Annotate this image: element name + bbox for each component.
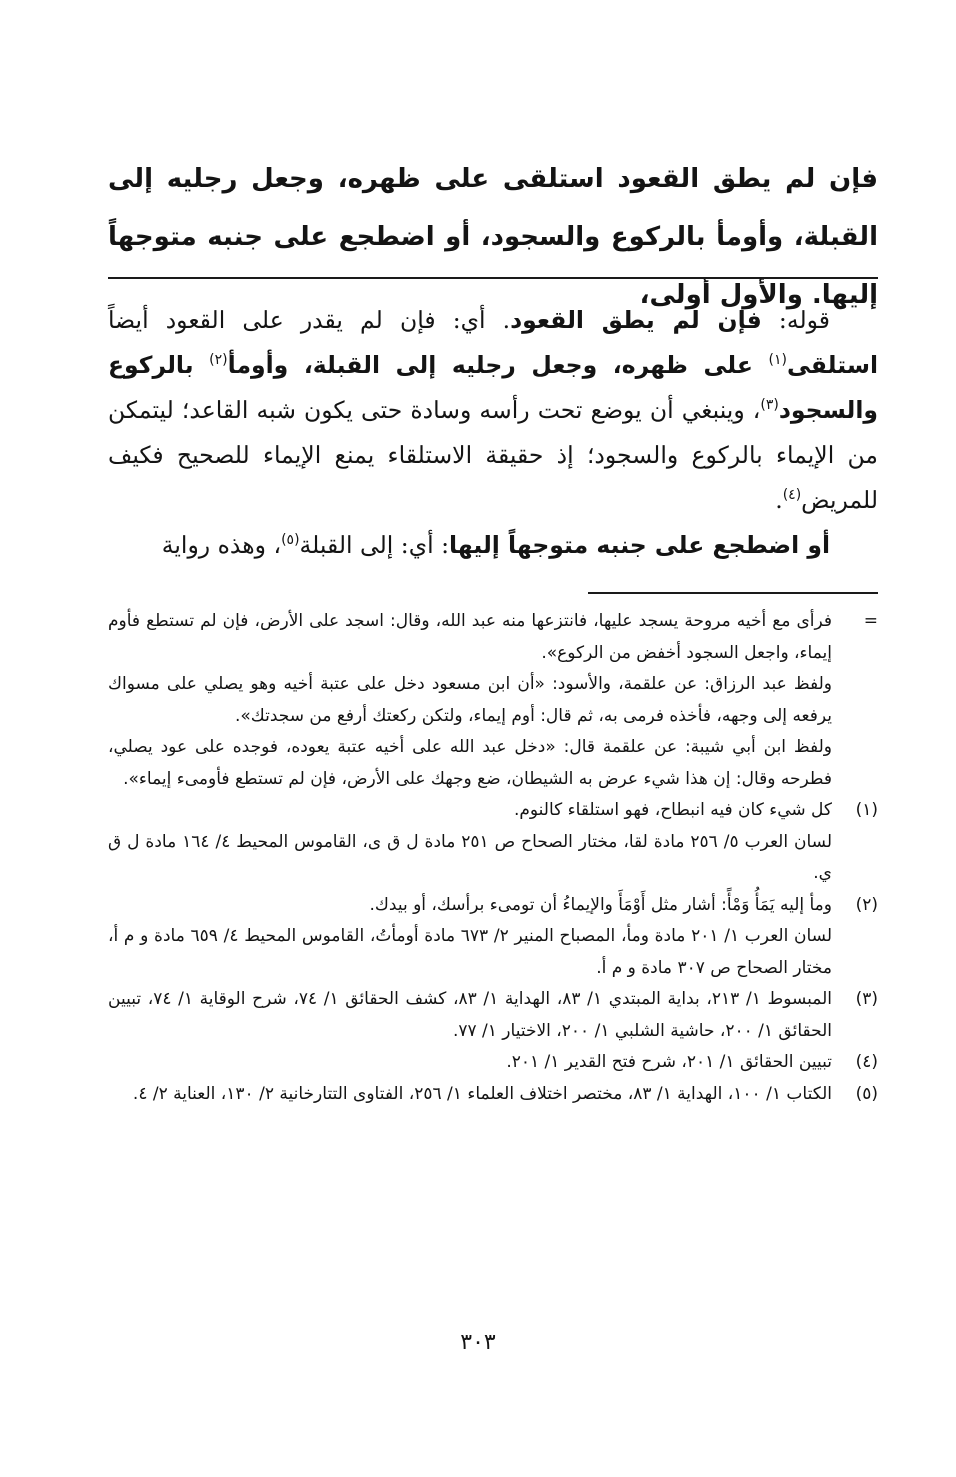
footnote-paragraph: لسان العرب ١/ ٢٠١ مادة ومأ، المصباح المنير ٢/ ٦٧٣ مادة أومأتُ، القاموس المحيط ٤/ ٦٥٩ مادة و م أ، مختار الصحاح ص ٣٠٧ مادة و م أ. [108, 926, 833, 978]
footnote-ref-5[interactable]: (٥) [281, 532, 300, 549]
commentary [108, 298, 878, 568]
footnote-paragraph: ولفظ ابن أبي شيبة: عن علقمة قال: «دخل عبد الله على أخيه عتبة يعوده، فوجده على عود يصلي، فطرحه وقال: إن هذا شيء عرض به الشيطان، ضع وجهك على الأرض، فإن لم تستطع فأومىء إيماء». [108, 737, 832, 789]
footnote-2 [108, 890, 878, 985]
footnote-ref-2[interactable]: (٢) [209, 352, 228, 369]
footnote-1 [108, 795, 878, 890]
quoted-phrase: استلقى [786, 351, 878, 379]
footnote-ref-1[interactable]: (١) [768, 352, 787, 369]
commentary-text: : أي: إلى القبلة [299, 531, 450, 559]
footnote-paragraph: المبسوط ١/ ٢١٣، بداية المبتدي ١/ ٨٣، الهداية ١/ ٨٣، كشف الحقائق ١/ ٧٤، شرح الوقاية ١/ ٧٤، تبيين الحقائق ١/ ٢٠٠، حاشية الشلبي ١/ ٢٠٠، الاختيار ١/ ٧٧. [108, 989, 833, 1041]
footnote-number: (٢) [855, 894, 878, 915]
footnote-continuation [108, 606, 878, 795]
footnote-4 [108, 1047, 878, 1079]
commentary-text: . [775, 486, 783, 514]
commentary-paragraph-1 [108, 298, 878, 523]
footnote-number: (١) [855, 800, 878, 820]
quoted-phrase: فإن لم يطق القعود [510, 306, 762, 334]
footnote-number: (٤) [855, 1052, 878, 1072]
footnote-paragraph: ومأ إليه يَمَأُ وَمْأً: أشار مثل أَوْمَأَ والإيماءُ أن تومىء برأسك، أو بيدك. [369, 894, 832, 915]
footnote-paragraph: الكتاب ١/ ١٠٠، الهداية ١/ ٨٣، مختصر اختلاف العلماء ١/ ٢٥٦، الفتاوى التتارخانية ٢/ ١٣٠، العناية ٢/ ٤. [132, 1083, 832, 1104]
commentary-text: ، وهذه رواية [161, 531, 282, 559]
footnote-ref-3[interactable]: (٣) [760, 397, 779, 414]
footnote-paragraph: لسان العرب ٥/ ٢٥٦ مادة لقا، مختار الصحاح ص ٢٥١ مادة ل ق ى، القاموس المحيط ٤/ ١٦٤ مادة ل ق ي. [108, 831, 833, 883]
main-text: فإن لم يطق القعود استلقى على ظهره، وجعل رجليه إلى القبلة، وأومأ بالركوع والسجود، أو اضطجع على جنبه متوجهاً إليها. والأول أولى، [108, 164, 878, 310]
commentary-text: قوله: [761, 306, 830, 334]
main-text-divider [108, 277, 878, 279]
quoted-phrase: أو اضطجع على جنبه متوجهاً إليها [449, 531, 830, 559]
quoted-phrase: على ظهره، وجعل رجليه إلى القبلة، وأومأ [227, 351, 769, 379]
footnote-ref-4[interactable]: (٤) [782, 487, 802, 504]
continuation-marker: = [863, 611, 878, 631]
quoted-phrase: بالركوع والسجود [108, 351, 878, 424]
footnote-paragraph: فرأى مع أخيه مروحة يسجد عليها، فانتزعها منه عبد الله، وقال: اسجد على الأرض، فإن لم تستطع فأوم إيماء، واجعل السجود أخفض من الركوع». [108, 611, 832, 663]
footnotes [108, 606, 878, 1110]
footnote-3 [108, 984, 878, 1047]
footnote-number: (٥) [855, 1083, 878, 1104]
footnote-number: (٣) [855, 989, 878, 1009]
footnote-paragraph: ولفظ عبد الرزاق: عن علقمة، والأسود: «أن ابن مسعود دخل على عتبة أخيه وهو يصلي على مسواك يرفعه إلى وجهه، فأخذه فرمى به، ثم قال: أوم إيماء، ولتكن ركعتك أرفع من سجدتك». [108, 674, 832, 726]
commentary-paragraph-2 [108, 523, 878, 568]
footnote-paragraph: كل شيء كان فيه انبطاح، فهو استلقاء كالنوم. [513, 800, 832, 820]
footnote-5 [108, 1079, 878, 1111]
commentary-text: ، وينبغي أن يوضع تحت رأسه وسادة حتى يكون شبه القاعد؛ ليتمكن من الإيماء بالركوع والسجود؛ إذ حقيقة الاستلقاء يمنع الإيماء للصحيح فكيف للمريض [108, 396, 878, 514]
page-number: ٣٠٣ [460, 1330, 496, 1355]
commentary-text: . أي: فإن لم يقدر على القعود أيضاً [108, 306, 511, 334]
footnote-paragraph: تبيين الحقائق ١/ ٢٠١، شرح فتح القدير ١/ ٢٠١. [506, 1052, 832, 1072]
footnote-divider [588, 592, 878, 594]
